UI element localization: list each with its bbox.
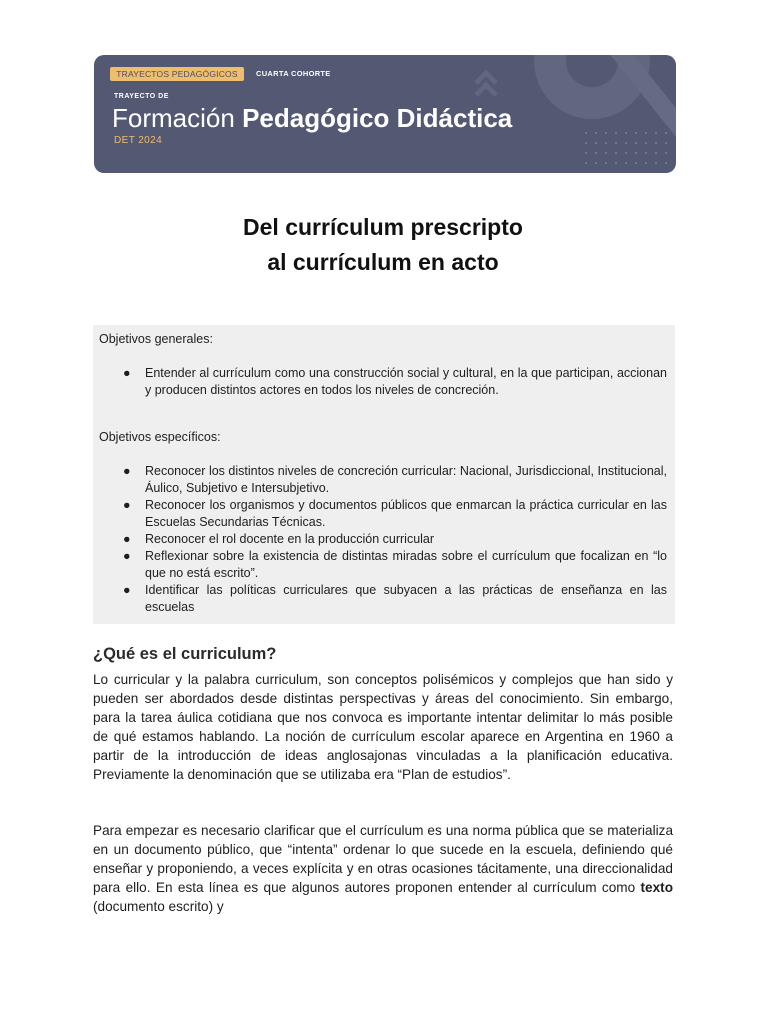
bullet-icon: ● (123, 498, 131, 512)
specific-objectives-list (123, 463, 667, 616)
general-objectives-label: Objetivos generales: (99, 332, 213, 346)
list-item: ● Reconocer los organismos y documentos públicos que enmarcan la práctica curricular en las Escuelas Secundarias Técnicas. (123, 498, 667, 529)
banner-pretitle: TRAYECTO DE (114, 93, 169, 100)
list-item: ● Identificar las políticas curriculares que subyacen a las prácticas de enseñanza en las escuelas (123, 583, 667, 614)
paragraph-2: Para empezar es necesario clarificar que el currículum es una norma pública que se materializa en un documento público, que “intenta” ordenar lo que sucede en la escuela, definiendo qué enseñar y proponiendo, a veces explícita y en otras ocasiones tácitamente, una direccionalidad para ello. En esta línea es que algunos autores proponen entender al currículum como texto (documento escrito) y (93, 823, 673, 914)
general-objectives-list (123, 365, 667, 399)
document-title-line1: Del currículum prescripto (243, 214, 523, 240)
bullet-icon: ● (123, 583, 131, 597)
objectives-box (93, 325, 675, 624)
cohort-label: CUARTA COHORTE (256, 69, 331, 78)
bullet-icon: ● (123, 464, 131, 478)
list-item: ● Reflexionar sobre la existencia de distintas miradas sobre el currículum que focalizan en “lo que no está escrito”. (123, 549, 667, 580)
banner-title-light: Formación (112, 103, 235, 133)
list-item: ● Reconocer el rol docente en la producción curricular (123, 532, 435, 546)
bullet-icon: ● (123, 366, 131, 380)
document-title-line2: al currículum en acto (267, 249, 499, 275)
bullet-icon: ● (123, 549, 131, 563)
section-heading: ¿Qué es el curriculum? (93, 645, 277, 663)
specific-objectives-label: Objetivos específicos: (99, 430, 221, 444)
banner-title-bold: Pedagógico Didáctica (242, 103, 513, 133)
program-tag: TRAYECTOS PEDAGÓGICOS (110, 67, 244, 81)
list-item: ● Reconocer los distintos niveles de concreción curricular: Nacional, Jurisdiccional, Institucional, Áulico, Subjetivo e Intersubjetivo. (123, 464, 667, 495)
emphasis-text: texto (640, 880, 673, 895)
banner-subtitle: DET 2024 (114, 135, 163, 146)
list-item: ● Entender al currículum como una construcción social y cultural, en la que participan, accionan y producen distintos actores en todos los niveles de concreción. (123, 366, 667, 397)
banner-title (112, 102, 512, 134)
bullet-icon: ● (123, 532, 131, 546)
header-banner (94, 55, 676, 173)
paragraph-1: Lo curricular y la palabra curriculum, son conceptos polisémicos y complejos que han sido y pueden ser abordados desde distintas perspectivas y áreas del conocimiento. Sin embargo, para la tarea áulica cotidiana que nos convoca es importante intentar delimitar lo más posible de qué estamos hablando. La noción de currículum escolar aparece en Argentina en 1960 a partir de la introducción de ideas anglosajonas vinculadas a la planificación educativa. Previamente la denominación que se utilizaba era “Plan de estudios”. (93, 672, 673, 782)
